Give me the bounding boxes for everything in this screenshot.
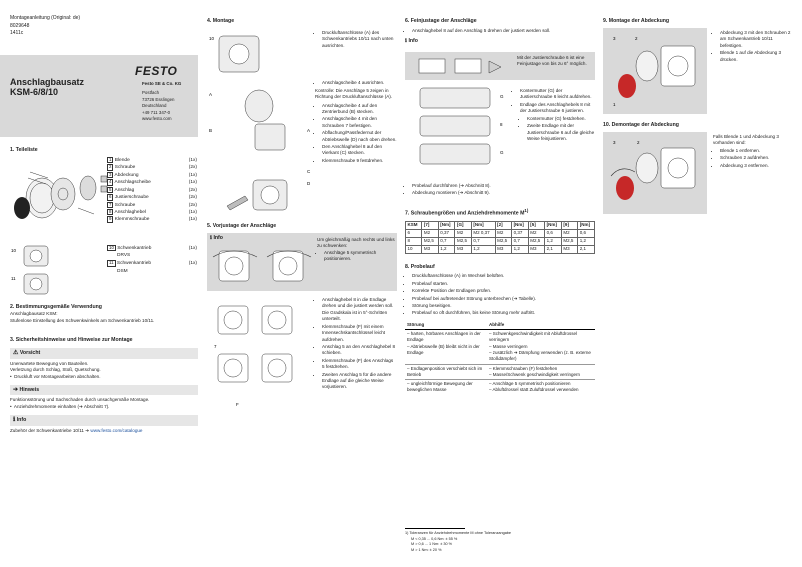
s5-info-text-wrap — [317, 237, 395, 264]
td: M2,5 — [561, 237, 577, 245]
section-3-heading: 3. Sicherheitshinweise und Hinweise zur Montage — [10, 337, 133, 343]
td: 0,6 — [578, 229, 595, 237]
info-bar — [10, 415, 198, 425]
section-3 — [10, 337, 198, 434]
title-line-2: KSM-6/8/10 — [10, 87, 59, 98]
s5-info-text: Um gleichmäßig nach rechts und links zu schwenken: — [317, 237, 395, 249]
section-5-heading-wrap — [207, 223, 276, 230]
fig4-label-a2: A — [307, 128, 311, 133]
part-number: 7 — [109, 201, 112, 207]
section-6-steps — [513, 88, 595, 143]
th: [5] — [528, 221, 544, 229]
th: [G] — [455, 221, 471, 229]
section-10-text — [713, 134, 793, 170]
s6-info-header — [405, 38, 595, 45]
drive-number: 10 — [109, 245, 114, 250]
s8-bullet-5: • Störung beseitigen. — [412, 303, 595, 309]
td: 1,2 — [545, 237, 562, 245]
part-label: Justierschraube — [114, 195, 149, 201]
fault-row — [405, 364, 595, 380]
footnote-4: M > 1 Nm: ± 20 % — [411, 547, 442, 552]
td: M2,5 — [495, 237, 511, 245]
info-icon: ℹ — [405, 37, 407, 44]
s5-info-title: Info — [213, 235, 223, 241]
section-2-heading: 2. Bestimmungsgemäße Verwendung — [10, 304, 102, 310]
th: [Nm] — [578, 221, 595, 229]
part-label: Anschlaghebel — [114, 209, 147, 215]
td: 0,7 — [512, 237, 529, 245]
section-10-heading: 10. Demontage der Abdeckung — [603, 122, 679, 128]
td: 0,6 — [545, 229, 562, 237]
cover-red-disc — [618, 74, 636, 98]
part-number: 2 — [109, 164, 112, 170]
remedy-cell: – Anschläge 5 symmetrisch positionieren – Abluftdrossel statt Zuluftdrossel verwenden — [487, 380, 595, 395]
part-number: 6 — [109, 194, 112, 200]
hint-title: Hinweis — [19, 386, 40, 393]
hint-line: Funktionsstörung und Sachschaden durch unsachgemäße Montage. — [10, 397, 150, 403]
hint-bullet-text: Anziehdrehmomente einhalten (➔ Abschnitt 7). — [13, 403, 110, 409]
torque-table-head — [406, 221, 595, 229]
footnote-2: M < 0,35 ... 0,6 Nm: ± 55 % — [411, 536, 458, 541]
part-qty: (1x) — [188, 217, 197, 223]
s8-bullet-1: • Druckluftanschlüsse (A) im Wechsel belüften. — [412, 273, 595, 279]
part-label: Klemmschraube — [114, 217, 150, 223]
footnote — [405, 528, 595, 553]
s10-bullet-1: • Blende 1 entfernen. — [720, 148, 793, 154]
fig5-label-f: F — [236, 402, 239, 407]
td: M2 — [561, 229, 577, 237]
part-number: 8 — [109, 208, 112, 214]
footnote-rule — [405, 528, 465, 529]
part-number: 9 — [109, 216, 112, 222]
cover-red-disc — [616, 176, 634, 200]
addr-5: www.festo.com — [142, 115, 172, 121]
drive-label: Schwenkantrieb — [117, 246, 152, 251]
addr-4: +49 711 347-0 — [142, 109, 171, 115]
fig5-label-7: 7 — [214, 344, 217, 349]
s6-info-title: Info — [408, 37, 418, 44]
part-row — [107, 194, 197, 201]
meta-line-1: Montageanleitung (Original: de) — [10, 15, 81, 21]
td: M2,5 — [455, 237, 471, 245]
hint-bullet: • Anziehdrehmomente einhalten (➔ Abschnitt 7). — [10, 403, 110, 409]
part-label: Schraube — [114, 202, 136, 208]
parts-list — [107, 157, 197, 224]
torque-row — [406, 237, 595, 245]
info-title: Info — [16, 417, 27, 424]
footnote-3: M > 0,6 ... 1 Nm: ± 30 % — [411, 542, 453, 546]
section-4-heading-wrap — [207, 18, 234, 25]
section-9-figure-band — [603, 28, 707, 114]
drive-qty: (1x) — [188, 261, 197, 267]
section-6-after — [405, 183, 595, 198]
td: M3 — [561, 245, 577, 253]
td: M2 — [495, 229, 511, 237]
fig10-label-2: 2 — [637, 140, 640, 145]
td: M2 — [528, 229, 544, 237]
remedy-cell: – Schwenkgeschwindigkeit mit Abluftdrossel verringern – Masse verringern – zusätzlich ➔ Dämpfung verwenden (z. B. externe Stoßdämpfer) — [487, 330, 595, 364]
td: M2,5 — [528, 237, 544, 245]
drive-sub: DRVS — [117, 253, 131, 259]
td — [471, 229, 495, 237]
section-2-line-1: Anschlagbausatz KSM: — [10, 311, 58, 317]
section-10-heading-wrap — [603, 122, 679, 129]
section-7-heading — [405, 208, 595, 218]
footnote-1: 1) Toleranzen für Anziehdrehmomente M ohne Toleranzangabe — [405, 531, 512, 535]
section-4-heading: 4. Montage — [207, 18, 235, 24]
s6-after-1: • Probelauf durchführen (➔ Abschnitt 8). — [412, 183, 595, 189]
festo-logo: FESTO — [135, 64, 178, 78]
s10-bullet-2: • Schrauben 2 aufdrehen. — [720, 155, 793, 161]
info-icon: ℹ — [210, 235, 212, 241]
s5-info-header — [210, 235, 223, 242]
s5-bullet-5: • Zweiten Anschlag 5 für die andere Endlage auf die gleiche Weise vorjustieren. — [322, 372, 397, 391]
drive-row-2 — [107, 260, 197, 267]
s6-bullet-1: • Anschlaghebel 8 auf den Anschlag 5 drehen der justiert werden soll. — [412, 28, 595, 34]
remedy-cell: – Klemmschrauben (F) festdrehen – Masse/Schwenk geschwindigkeit verringern — [487, 364, 595, 380]
section-6 — [405, 18, 595, 45]
s10-intro: Falls Blende 1 und Abdeckung 3 vorhanden sind: — [713, 134, 779, 146]
td: 2,1 — [545, 245, 562, 253]
section-9-text — [713, 30, 793, 64]
section-1-heading: 1. Teileliste — [10, 147, 38, 153]
catalogue-link[interactable]: www.festo.com/catalogue — [90, 427, 143, 433]
info-line — [10, 428, 198, 434]
fig4-label-a: A — [209, 92, 213, 97]
parts-exploded-figure — [8, 156, 120, 236]
s5-bullet-2: • Klemmschraube (F) mit einem Innensechskantschlüssel leicht aufdrehen. — [322, 324, 397, 343]
td: 0,37 — [438, 229, 455, 237]
td: M3 — [495, 245, 511, 253]
part-row — [107, 187, 197, 194]
section-6-heading: 6. Feinjustage der Anschläge — [405, 18, 477, 24]
s6-step-4: • Zweite Endlage mit der Justierschraube 6 auf die gleiche Weise feinjustieren. — [527, 123, 595, 142]
caution-bar — [10, 348, 198, 358]
addr-3: Deutschland — [142, 103, 167, 109]
part-number: 1 — [109, 157, 112, 162]
fig10-label-3: 3 — [613, 140, 616, 145]
s4-bullet-6: • Den Anschlaghebel 8 auf den Vierkant (C) stecken. — [322, 144, 397, 157]
fault-head — [405, 321, 595, 330]
th: [7] — [422, 221, 438, 229]
td: 0,7 — [438, 237, 455, 245]
s4-bullet-2: • Anschlagscheibe 4 ausrichten. — [322, 80, 397, 86]
fault-row — [405, 380, 595, 395]
part-row — [107, 202, 197, 209]
td: 1,2 — [512, 245, 529, 253]
section-8-heading: 8. Probelauf — [405, 264, 435, 270]
part-row — [107, 164, 197, 171]
part-qty: (2x) — [188, 165, 197, 171]
drive-label: Schwenkantrieb — [116, 261, 152, 267]
drive-qty: (1x) — [188, 246, 197, 251]
td: M3 — [528, 245, 544, 253]
drive-number: 11 — [109, 260, 114, 266]
part-number: 5 — [109, 186, 112, 192]
part-qty: (1x) — [188, 209, 197, 215]
caution-line-1: Unerwartete Bewegung von Bauteilen. — [10, 360, 89, 366]
part-qty: (1x) — [188, 172, 197, 178]
info-line-text: Zubehör der Schwenkantriebe 10/11 ➔ — [10, 427, 90, 433]
fig9-label-1: 1 — [613, 102, 616, 107]
caution-bullet: • Druckluft vor Montagearbeiten abschalten. — [10, 373, 101, 379]
th: [2] — [495, 221, 511, 229]
s8-bullet-6: • Probelauf so oft durchführen, bis keine Störung mehr auftritt. — [412, 310, 595, 316]
info-icon: ℹ — [13, 417, 16, 424]
fig6-label-g: G — [500, 94, 504, 99]
part-qty: (1x) — [188, 158, 197, 163]
fig9-label-3: 3 — [613, 36, 616, 41]
part-label: Abdeckung — [114, 172, 139, 178]
section-5-heading: 5. Vorjustage der Anschläge — [207, 223, 277, 229]
fault-table — [405, 321, 595, 395]
part-number: 4 — [109, 179, 112, 185]
cover-remove-figure — [607, 136, 703, 210]
s5-info-bullet: • Anschläge 5 symmetrisch positionieren. — [324, 250, 395, 263]
caution-title: Vorsicht — [19, 350, 41, 357]
td: 1,2 — [471, 245, 495, 253]
meta-line-2: 8029648 — [10, 22, 30, 29]
s4-bullet-4: • Anschlagscheibe 4 mit den Schrauben 7 befestigen. — [322, 116, 397, 129]
mounting-figure — [207, 28, 315, 236]
s5-bullet-3: • Anschlag 5 an den Anschlaghebel 8 schieben. — [322, 344, 397, 357]
th: [Nm] — [471, 221, 495, 229]
part-label: Anschlagscheibe — [114, 180, 151, 186]
fig4-label-b: B — [209, 128, 213, 133]
symmetric-figure — [211, 245, 315, 285]
part-qty: (2x) — [188, 202, 197, 208]
drive-label-10: 10 — [11, 248, 17, 253]
part-label: Blende — [114, 158, 130, 163]
s6-step-1: • Kontermutter (G) der Justierschraube 6 leicht aufdrehen. — [520, 88, 595, 101]
section-2-line-2: Stufenlose Einstellung des Schwenkwinkels am Schwenkantrieb 10/11. — [10, 317, 155, 323]
s8-bullet-3: • Korrekte Position der Endlagen prüfen. — [412, 288, 595, 294]
part-label: Schraube — [114, 165, 136, 171]
torque-row — [406, 245, 595, 253]
td: 0,7 — [471, 237, 495, 245]
td: M2 — [455, 229, 471, 237]
td: M3 — [455, 245, 471, 253]
section-5-text — [315, 297, 397, 392]
title-line-1: Anschlagbausatz — [10, 77, 85, 87]
td: 10 — [406, 245, 422, 253]
section-9-heading: 9. Montage der Abdeckung — [603, 18, 670, 24]
section-2 — [10, 304, 198, 324]
fig6-label-g2: G — [500, 150, 504, 155]
company-name: Festo SE & Co. KG — [142, 81, 182, 86]
fault-cell: – harten, hörbares Anschlagen in der Endlage – Abtriebswelle (B) bleibt nicht in der Endlage — [405, 330, 487, 364]
fig4-label-c: C — [307, 169, 311, 174]
cover-mount-figure — [607, 32, 703, 110]
torque-table — [405, 221, 595, 254]
company-address — [142, 81, 181, 122]
td: M3 — [422, 245, 438, 253]
th: [9] — [561, 221, 577, 229]
s4-bullet-1: • Druckluftanschlüsse (A) des Schwenkantriebs 10/11 nach unten ausrichten. — [322, 30, 397, 49]
fig4-label-10: 10 — [209, 36, 215, 41]
part-row — [107, 172, 197, 179]
section-1 — [10, 147, 198, 154]
drive-sub: DSM — [117, 268, 128, 274]
doc-meta — [10, 15, 80, 38]
meta-line-3: 1411c — [10, 30, 24, 36]
drives-list — [107, 245, 197, 275]
part-number: 3 — [109, 171, 112, 177]
fig9-label-2: 2 — [635, 36, 638, 41]
part-row — [107, 157, 197, 164]
prejust-figure — [212, 296, 312, 416]
td: 0,37 — [512, 229, 529, 237]
s4-bullet-3: • Anschlagscheibe 4 auf den Zentrierbund (B) stecken. — [322, 103, 397, 116]
fault-col-2: Abhilfe — [487, 321, 595, 330]
td: 2,1 — [578, 245, 595, 253]
section-7-heading-sup: 1) — [524, 208, 529, 213]
s10-bullet-3: • Abdeckung 3 entfernen. — [720, 163, 793, 169]
part-row — [107, 209, 197, 216]
section-7-heading-text: 7. Schraubengrößen und Anziehdrehmomente M — [405, 210, 525, 217]
td: 6 — [406, 229, 422, 237]
warning-icon: ⚠ — [13, 350, 19, 357]
th: [Nm] — [545, 221, 562, 229]
s8-bullet-4: • Probelauf bei auftretender Störung unterbrechen (➔ Tabelle). — [412, 296, 595, 302]
section-5-info-band — [207, 233, 397, 291]
fig4-label-d: D — [307, 181, 311, 186]
part-row — [107, 216, 197, 223]
addr-1: Postfach — [142, 90, 160, 96]
cover-disc — [14, 197, 30, 219]
caution-line-2: Verletzung durch Schlag, Stoß, Quetschung. — [10, 367, 101, 373]
s6-after-2: • Abdeckung montieren (➔ Abschnitt 9). — [412, 190, 595, 196]
section-10-figure-band — [603, 132, 707, 214]
part-qty: (2x) — [188, 187, 197, 193]
part-qty: (1x) — [188, 180, 197, 186]
title-band — [0, 55, 198, 137]
doc-title — [10, 77, 84, 98]
s5-bullet-4: • Klemmschraube (F) des Anschlags 5 festdrehen. — [322, 358, 397, 371]
td: 8 — [406, 237, 422, 245]
fig6-label-8: 8 — [500, 122, 503, 127]
fault-row — [405, 330, 595, 364]
part-label: Anschlag — [114, 187, 135, 193]
torque-row — [406, 229, 595, 237]
drives-figure — [10, 242, 105, 298]
s4-bullet-7: • Klemmschraube 9 festdrehen. — [322, 158, 397, 164]
part-qty: (2x) — [188, 195, 197, 201]
th: [Nm] — [438, 221, 455, 229]
fault-col-1: Störung — [405, 321, 487, 330]
part-row — [107, 179, 197, 186]
drive-row-1 — [107, 245, 197, 252]
fine-adjust-figure — [409, 55, 509, 77]
td: M2 — [422, 229, 438, 237]
td-part: M2 — [473, 230, 480, 236]
fine-steps-figure — [410, 84, 508, 180]
td: M2,5 — [422, 237, 438, 245]
s9-bullet-2: • Blende 1 auf die Abdeckung 3 drücken. — [720, 50, 793, 63]
section-6-info-band — [405, 52, 595, 80]
section-4-text — [315, 30, 397, 165]
td: 1,2 — [578, 237, 595, 245]
s9-bullet-1: • Abdeckung 3 mit den Schrauben 2 am Schwenkantrieb 10/11 befestigen. — [720, 30, 793, 49]
s8-bullet-2: • Probelauf starten. — [412, 281, 595, 287]
s5-bullet-1: • Anschlaghebel 8 in die Endlage drehen und die justiert werden soll. Die Gradskala ist in 5°-Schritten unterteilt. — [322, 297, 397, 323]
hint-bar — [10, 385, 198, 395]
td-part: 0,37 — [480, 230, 490, 236]
s6-step-2: • Endlage des Anschlaghebels 8 mit der Justierschraube 6 justieren. — [520, 102, 595, 115]
fault-cell: – Endlagenposition verschiebt sich im Betrieb — [405, 364, 487, 380]
th: KSM — [406, 221, 422, 229]
section-7 — [405, 208, 595, 254]
s6-info-text: Mit der Justierschraube 6 ist eine Feinjustage von bis zu 6° möglich. — [517, 55, 587, 67]
section-9-heading-wrap — [603, 18, 669, 25]
section-8 — [405, 264, 595, 395]
caution-bullet-text: Druckluft vor Montagearbeiten abschalten. — [14, 373, 101, 379]
addr-2: 73726 Esslingen — [142, 96, 175, 102]
s4-control: Kontrolle: Die Anschläge 5 zeigen in Richtung der Druckluftanschlüsse (A). — [315, 87, 393, 100]
th: [Nm] — [512, 221, 529, 229]
s6-step-3: • Kontermutter (G) festdrehen. — [527, 116, 595, 122]
td: 1,2 — [438, 245, 455, 253]
drive-label-11: 11 — [11, 276, 16, 281]
arrow-right-icon: ➔ — [13, 386, 19, 393]
fault-cell: – ungleichförmige Bewegung der beweglichen Masse — [405, 380, 487, 395]
s4-bullet-5: • Abflachung/Passfedernut der Abtriebswelle (D) nach oben drehen. — [322, 130, 397, 143]
